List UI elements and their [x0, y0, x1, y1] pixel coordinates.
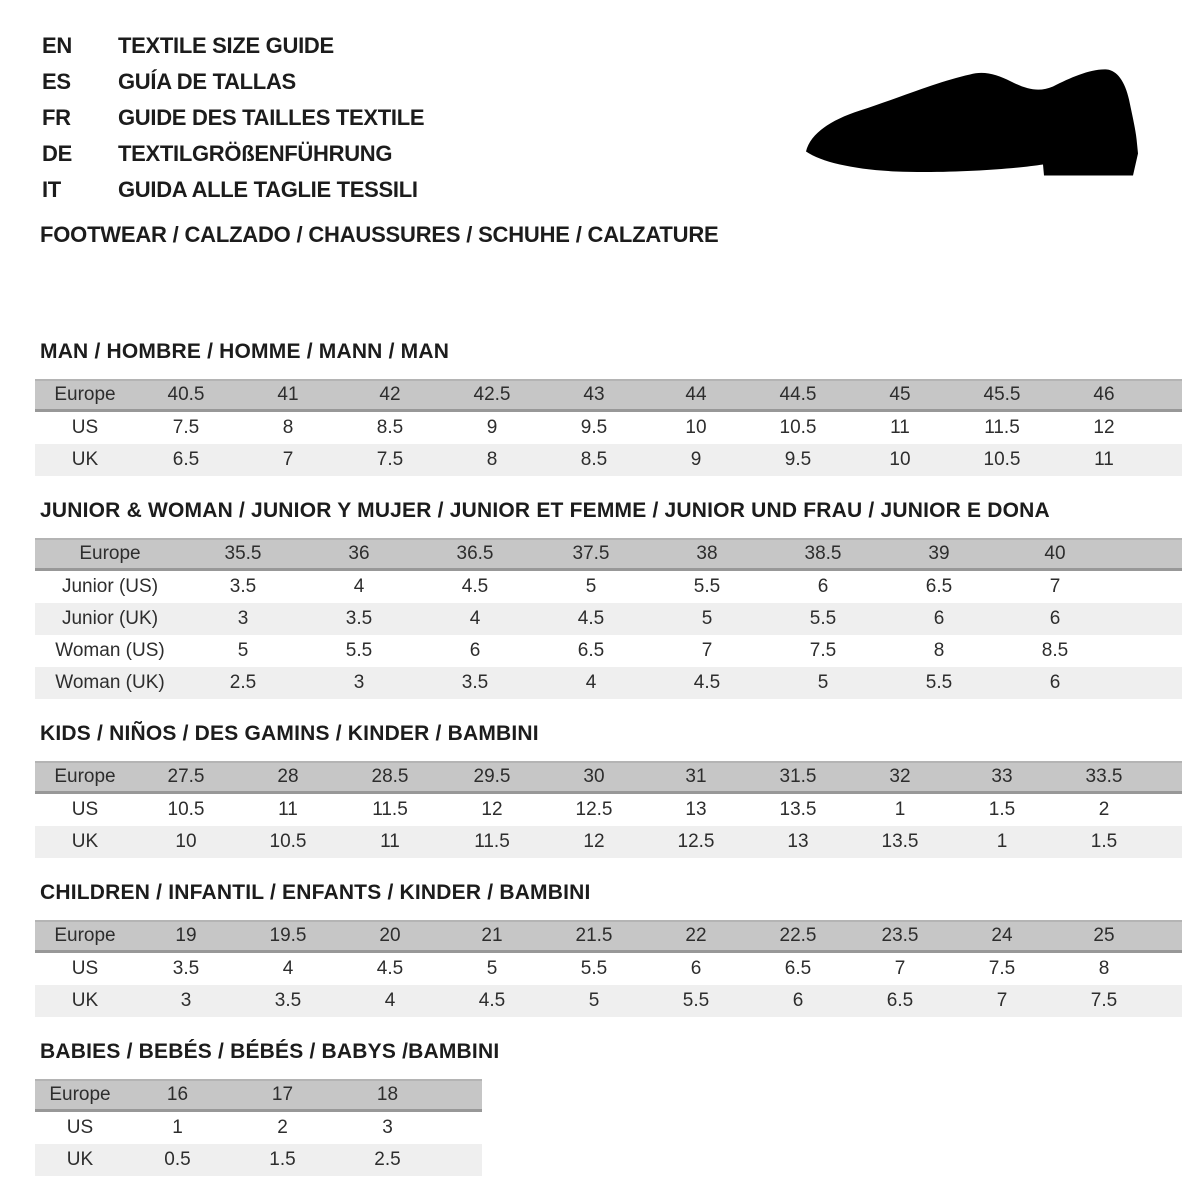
size-value-cell: 13.5 [779, 799, 817, 820]
size-value-cell: 37.5 [572, 543, 610, 564]
size-value-cell: 2 [277, 1117, 288, 1138]
language-title: GUIDE DES TAILLES TEXTILE [118, 105, 425, 130]
size-value-cell: 3.5 [229, 576, 257, 597]
size-value-cell: 3 [180, 990, 192, 1011]
size-value-cell: 19 [175, 925, 197, 946]
section-kids [35, 723, 1182, 858]
row-label-cell: UK [66, 1149, 94, 1170]
size-value-cell: 5.5 [345, 640, 373, 661]
header-row [35, 380, 1182, 411]
row-label-cell: Europe [54, 384, 116, 405]
table-row [35, 411, 1182, 445]
size-value-cell: 43 [583, 384, 605, 405]
table-row [35, 1144, 482, 1176]
size-value-cell: 12 [583, 831, 605, 852]
language-row [42, 100, 424, 136]
size-value-cell: 4 [384, 990, 396, 1011]
size-value-cell: 6.5 [784, 958, 812, 979]
filler-cell [1155, 793, 1182, 827]
header-row [35, 539, 1182, 570]
size-value-cell: 1.5 [269, 1149, 296, 1170]
size-value-cell: 23.5 [881, 925, 919, 946]
size-value-cell: 7.5 [172, 417, 200, 438]
size-value-cell: 7 [996, 990, 1008, 1011]
language-row [42, 64, 424, 100]
table-row [35, 952, 1182, 986]
section-title: BABIES / BEBÉS / BÉBÉS / BABYS /BAMBINI [40, 1040, 500, 1063]
size-value-cell: 5 [237, 640, 249, 661]
size-value-cell: 10 [685, 417, 707, 438]
size-value-cell: 4.5 [461, 576, 489, 597]
table-row [35, 570, 1182, 604]
section-man [35, 341, 1182, 476]
language-code: IT [42, 177, 61, 202]
row-label-cell: Junior (US) [61, 576, 159, 597]
section-title: MAN / HOMBRE / HOMME / MANN / MAN [40, 340, 450, 363]
size-value-cell: 3 [382, 1117, 393, 1138]
size-value-cell: 10 [889, 449, 911, 470]
language-title: GUIDA ALLE TAGLIE TESSILI [118, 177, 418, 202]
size-value-cell: 11 [278, 799, 298, 820]
size-value-cell: 5 [588, 990, 600, 1011]
size-value-cell: 5.5 [580, 958, 608, 979]
size-value-cell: 4.5 [693, 672, 721, 693]
size-value-cell: 4 [585, 672, 597, 693]
section-title: JUNIOR & WOMAN / JUNIOR Y MUJER / JUNIOR ET FEMME / JUNIOR UND FRAU / JUNIOR E DONA [40, 499, 1050, 522]
size-table-kids [35, 761, 1182, 858]
size-value-cell: 21.5 [575, 925, 613, 946]
size-value-cell: 19.5 [269, 925, 307, 946]
size-value-cell: 6 [690, 958, 702, 979]
size-value-cell: 7 [894, 958, 906, 979]
row-label-cell: Europe [49, 1084, 111, 1105]
size-value-cell: 28 [277, 766, 299, 787]
size-value-cell: 8 [486, 449, 498, 470]
size-value-cell: 7.5 [988, 958, 1016, 979]
size-value-cell: 22.5 [779, 925, 817, 946]
size-value-cell: 36 [348, 543, 370, 564]
table-row [35, 444, 1182, 476]
size-value-cell: 11.5 [474, 831, 510, 852]
size-value-cell: 3.5 [172, 958, 200, 979]
filler-cell [1155, 921, 1182, 952]
size-value-cell: 31 [685, 766, 707, 787]
size-value-cell: 6 [469, 640, 481, 661]
size-value-cell: 9.5 [580, 417, 608, 438]
filler-cell [1155, 444, 1182, 476]
size-value-cell: 10.5 [167, 799, 205, 820]
size-value-cell: 5 [585, 576, 597, 597]
language-row [42, 172, 424, 208]
size-value-cell: 27.5 [167, 766, 205, 787]
language-title: TEXTILE SIZE GUIDE [118, 33, 334, 58]
filler-cell [440, 1080, 482, 1111]
row-label-cell: US [66, 1117, 94, 1138]
size-value-cell: 8.5 [376, 417, 404, 438]
size-value-cell: 8.5 [1041, 640, 1069, 661]
size-value-cell: 13.5 [881, 831, 919, 852]
size-value-cell: 2.5 [374, 1149, 401, 1170]
size-value-cell: 36.5 [456, 543, 494, 564]
size-value-cell: 6 [1049, 608, 1061, 629]
size-value-cell: 39 [928, 543, 950, 564]
size-value-cell: 10.5 [779, 417, 817, 438]
size-value-cell: 42 [379, 384, 401, 405]
size-value-cell: 4 [282, 958, 294, 979]
language-title: GUÍA DE TALLAS [118, 69, 296, 94]
filler-cell [1155, 826, 1182, 858]
size-value-cell: 9 [690, 449, 702, 470]
size-value-cell: 4 [469, 608, 481, 629]
language-title: TEXTILGRÖßENFÜHRUNG [118, 141, 393, 166]
size-value-cell: 40.5 [167, 384, 205, 405]
size-value-cell: 7.5 [376, 449, 404, 470]
size-value-cell: 10.5 [269, 831, 307, 852]
size-value-cell: 13 [685, 799, 707, 820]
size-table-junior-woman [35, 538, 1182, 699]
size-value-cell: 8.5 [580, 449, 608, 470]
row-label-cell: US [71, 799, 99, 820]
size-value-cell: 1 [996, 831, 1008, 852]
size-value-cell: 10 [175, 831, 197, 852]
row-label-cell: UK [71, 831, 99, 852]
size-value-cell: 8 [933, 640, 945, 661]
size-value-cell: 3.5 [345, 608, 373, 629]
size-value-cell: 6.5 [886, 990, 914, 1011]
size-value-cell: 45 [889, 384, 911, 405]
size-value-cell: 31.5 [779, 766, 817, 787]
size-value-cell: 28.5 [371, 766, 409, 787]
size-value-cell: 24 [991, 925, 1013, 946]
language-code: EN [42, 33, 72, 58]
section-title: CHILDREN / INFANTIL / ENFANTS / KINDER / BAMBINI [40, 881, 591, 904]
size-value-cell: 10.5 [983, 449, 1021, 470]
language-title-list [42, 28, 424, 208]
filler-cell [1113, 667, 1182, 699]
size-value-cell: 2 [1098, 799, 1110, 820]
size-value-cell: 11.5 [372, 799, 408, 820]
row-label-cell: Junior (UK) [61, 608, 159, 629]
header-row [35, 762, 1182, 793]
section-children [35, 882, 1182, 1017]
size-value-cell: 6.5 [925, 576, 953, 597]
row-label-cell: US [71, 417, 99, 438]
language-row [42, 136, 424, 172]
filler-cell [1113, 570, 1182, 604]
size-value-cell: 11.5 [984, 417, 1020, 438]
row-label-cell: UK [71, 449, 99, 470]
size-value-cell: 35.5 [224, 543, 262, 564]
size-value-cell: 46 [1093, 384, 1115, 405]
size-table-babies [35, 1079, 482, 1176]
size-value-cell: 45.5 [983, 384, 1021, 405]
row-label-cell: US [71, 958, 99, 979]
size-value-cell: 11 [890, 417, 910, 438]
size-value-cell: 18 [376, 1084, 399, 1105]
size-value-cell: 7.5 [809, 640, 837, 661]
size-value-cell: 30 [583, 766, 605, 787]
filler-cell [1113, 539, 1182, 570]
table-row [35, 793, 1182, 827]
size-value-cell: 6.5 [172, 449, 200, 470]
section-title: KIDS / NIÑOS / DES GAMINS / KINDER / BAMBINI [40, 722, 539, 745]
size-value-cell: 38.5 [804, 543, 842, 564]
language-code: FR [42, 105, 71, 130]
header-row [35, 921, 1182, 952]
size-value-cell: 40 [1044, 543, 1066, 564]
size-value-cell: 0.5 [164, 1149, 191, 1170]
size-value-cell: 3 [237, 608, 249, 629]
filler-cell [1113, 603, 1182, 635]
size-value-cell: 5.5 [682, 990, 710, 1011]
size-value-cell: 7 [1049, 576, 1061, 597]
size-value-cell: 16 [166, 1084, 189, 1105]
size-value-cell: 5 [817, 672, 829, 693]
size-tables [35, 341, 1182, 1200]
size-value-cell: 25 [1093, 925, 1115, 946]
size-value-cell: 3 [353, 672, 365, 693]
size-value-cell: 4.5 [577, 608, 605, 629]
size-value-cell: 3.5 [274, 990, 302, 1011]
size-value-cell: 20 [379, 925, 401, 946]
filler-cell [440, 1111, 482, 1145]
size-value-cell: 9.5 [784, 449, 812, 470]
size-value-cell: 8 [1098, 958, 1110, 979]
size-value-cell: 17 [271, 1084, 294, 1105]
filler-cell [1155, 952, 1182, 986]
size-value-cell: 29.5 [473, 766, 511, 787]
size-value-cell: 12 [481, 799, 503, 820]
size-value-cell: 5 [701, 608, 713, 629]
size-value-cell: 12.5 [575, 799, 613, 820]
size-value-cell: 8 [282, 417, 294, 438]
size-value-cell: 4.5 [376, 958, 404, 979]
header-row [35, 1080, 482, 1111]
size-value-cell: 12 [1093, 417, 1115, 438]
size-value-cell: 22 [685, 925, 707, 946]
filler-cell [1155, 985, 1182, 1017]
size-value-cell: 7 [701, 640, 713, 661]
section-babies [35, 1041, 1182, 1176]
size-value-cell: 1.5 [1090, 831, 1118, 852]
size-value-cell: 11 [380, 831, 400, 852]
size-value-cell: 6 [1049, 672, 1061, 693]
row-label-cell: Woman (UK) [55, 672, 165, 693]
size-value-cell: 11 [1094, 449, 1114, 470]
table-row [35, 603, 1182, 635]
table-row [35, 826, 1182, 858]
filler-cell [440, 1144, 482, 1176]
filler-cell [1155, 411, 1182, 445]
language-code: ES [42, 69, 71, 94]
size-table-man [35, 379, 1182, 476]
table-row [35, 1111, 482, 1145]
shoe-icon [798, 60, 1143, 188]
row-label-cell: Woman (US) [55, 640, 165, 661]
row-label-cell: Europe [54, 766, 116, 787]
size-value-cell: 1 [894, 799, 906, 820]
table-row [35, 635, 1182, 667]
size-value-cell: 12.5 [677, 831, 715, 852]
size-value-cell: 41 [277, 384, 299, 405]
size-value-cell: 1.5 [988, 799, 1016, 820]
size-value-cell: 5 [486, 958, 498, 979]
size-value-cell: 33.5 [1085, 766, 1123, 787]
size-value-cell: 42.5 [473, 384, 511, 405]
size-value-cell: 2.5 [229, 672, 257, 693]
size-value-cell: 7 [282, 449, 294, 470]
size-value-cell: 32 [889, 766, 911, 787]
size-value-cell: 44 [685, 384, 707, 405]
size-value-cell: 6 [933, 608, 945, 629]
size-value-cell: 5.5 [809, 608, 837, 629]
size-value-cell: 6.5 [577, 640, 605, 661]
size-value-cell: 3.5 [461, 672, 489, 693]
size-value-cell: 4.5 [478, 990, 506, 1011]
table-row [35, 667, 1182, 699]
language-row [42, 28, 424, 64]
size-value-cell: 44.5 [779, 384, 817, 405]
section-junior-woman [35, 500, 1182, 699]
category-heading: FOOTWEAR / CALZADO / CHAUSSURES / SCHUHE / CALZATURE [40, 222, 719, 247]
size-value-cell: 38 [696, 543, 718, 564]
size-value-cell: 6 [792, 990, 804, 1011]
size-value-cell: 9 [486, 417, 498, 438]
size-value-cell: 4 [353, 576, 365, 597]
size-value-cell: 21 [481, 925, 503, 946]
size-value-cell: 5.5 [693, 576, 721, 597]
row-label-cell: Europe [79, 543, 141, 564]
filler-cell [1155, 380, 1182, 411]
size-value-cell: 5.5 [925, 672, 953, 693]
filler-cell [1155, 762, 1182, 793]
filler-cell [1113, 635, 1182, 667]
size-value-cell: 6 [817, 576, 829, 597]
size-value-cell: 7.5 [1090, 990, 1118, 1011]
size-value-cell: 1 [172, 1117, 183, 1138]
row-label-cell: Europe [54, 925, 116, 946]
size-value-cell: 33 [991, 766, 1013, 787]
row-label-cell: UK [71, 990, 99, 1011]
size-value-cell: 13 [787, 831, 809, 852]
language-code: DE [42, 141, 72, 166]
table-row [35, 985, 1182, 1017]
size-table-children [35, 920, 1182, 1017]
